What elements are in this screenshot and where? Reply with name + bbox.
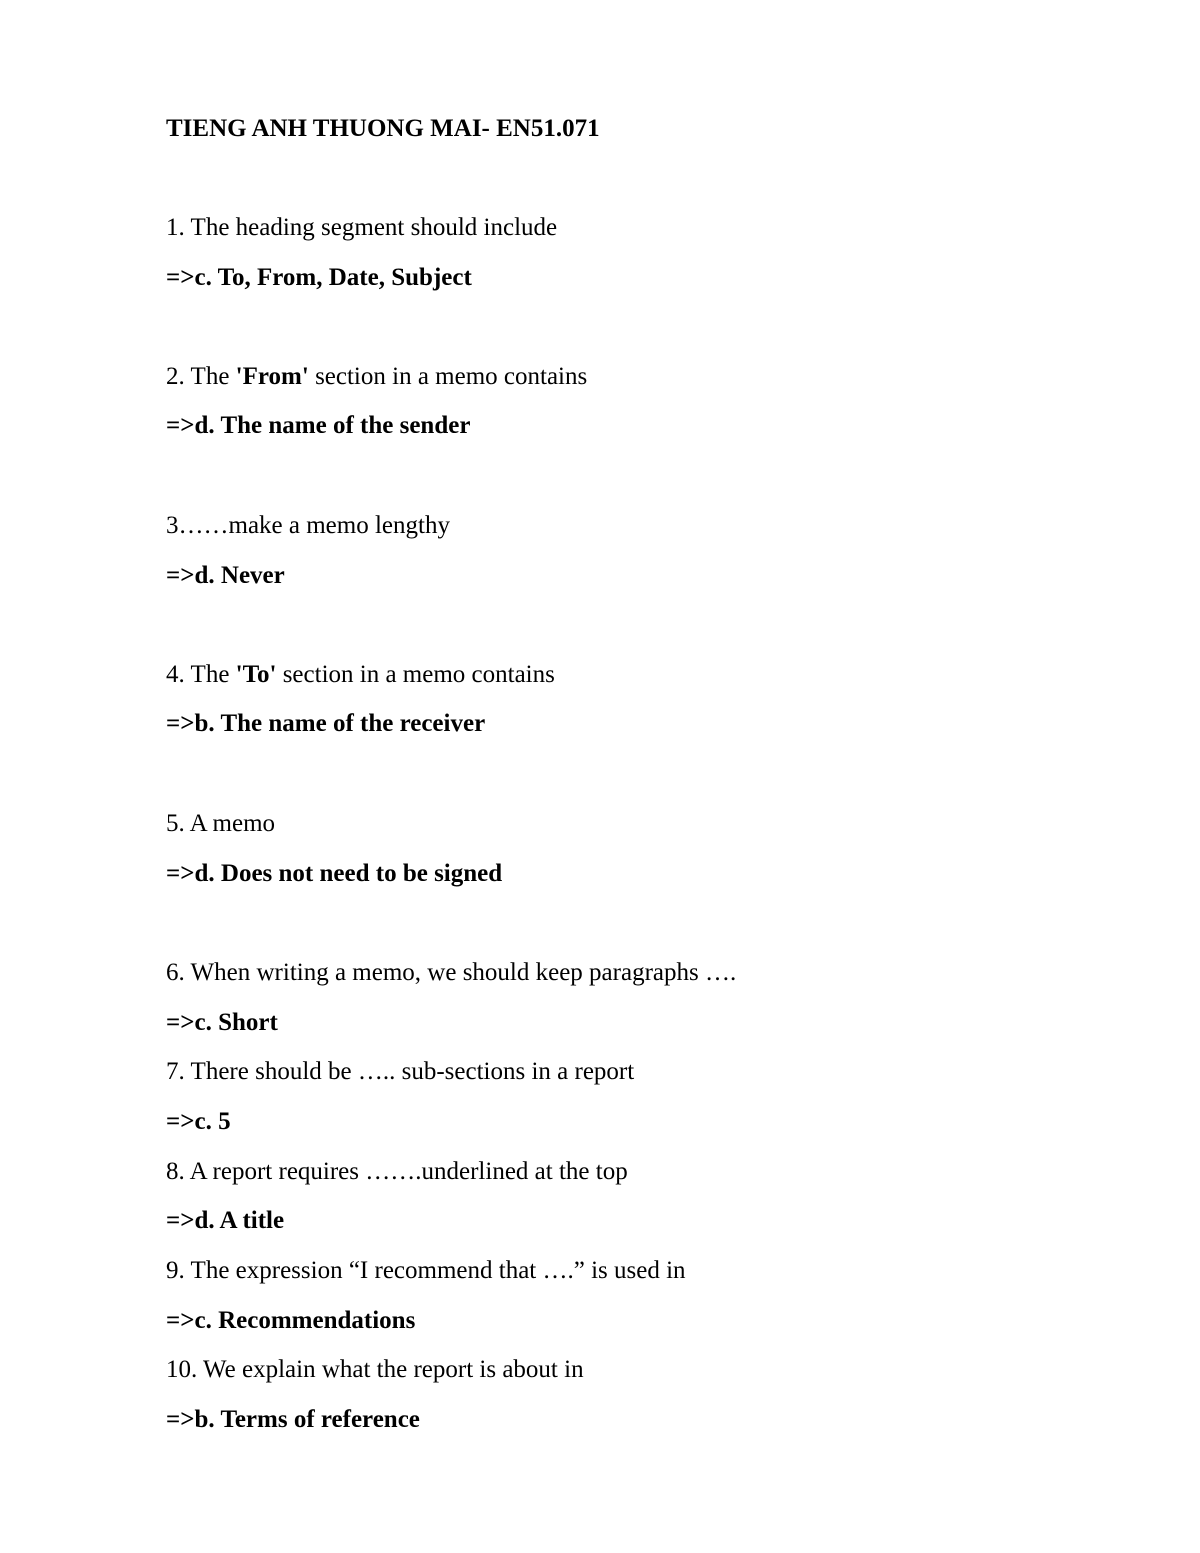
question-4-prefix: 4. The (166, 661, 236, 688)
answer-5: =>d. Does not need to be signed (166, 860, 503, 887)
question-9: 9. The expression “I recommend that ….” is used in (166, 1257, 686, 1284)
question-5: 5. A memo (166, 810, 276, 837)
question-2-bold-term: 'From' (235, 363, 309, 390)
question-7: 7. There should be ….. sub-sections in a report (166, 1058, 635, 1085)
answer-3: =>d. Never (166, 562, 285, 589)
answer-2: =>d. The name of the sender (166, 412, 471, 439)
answer-8: =>d. A title (166, 1207, 285, 1234)
question-4-suffix: section in a memo contains (276, 661, 555, 688)
question-4 (166, 660, 555, 690)
question-10: 10. We explain what the report is about in (166, 1356, 584, 1383)
question-2-suffix: section in a memo contains (308, 363, 588, 390)
question-4-bold-term: 'To' (235, 661, 277, 688)
answer-6: =>c. Short (166, 1009, 278, 1036)
answer-7: =>c. 5 (166, 1108, 231, 1135)
answer-1: =>c. To, From, Date, Subject (166, 264, 472, 291)
question-1: 1. The heading segment should include (166, 214, 558, 241)
document-title: TIENG ANH THUONG MAI- EN51.071 (166, 115, 600, 142)
answer-10: =>b. Terms of reference (166, 1406, 420, 1433)
question-6: 6. When writing a memo, we should keep paragraphs …. (166, 959, 737, 986)
question-2-prefix: 2. The (166, 363, 236, 390)
question-8: 8. A report requires …….underlined at the top (166, 1158, 628, 1185)
question-2 (166, 362, 587, 392)
question-3: 3……make a memo lengthy (166, 512, 450, 539)
answer-9: =>c. Recommendations (166, 1307, 416, 1334)
answer-4: =>b. The name of the receiver (166, 710, 486, 737)
